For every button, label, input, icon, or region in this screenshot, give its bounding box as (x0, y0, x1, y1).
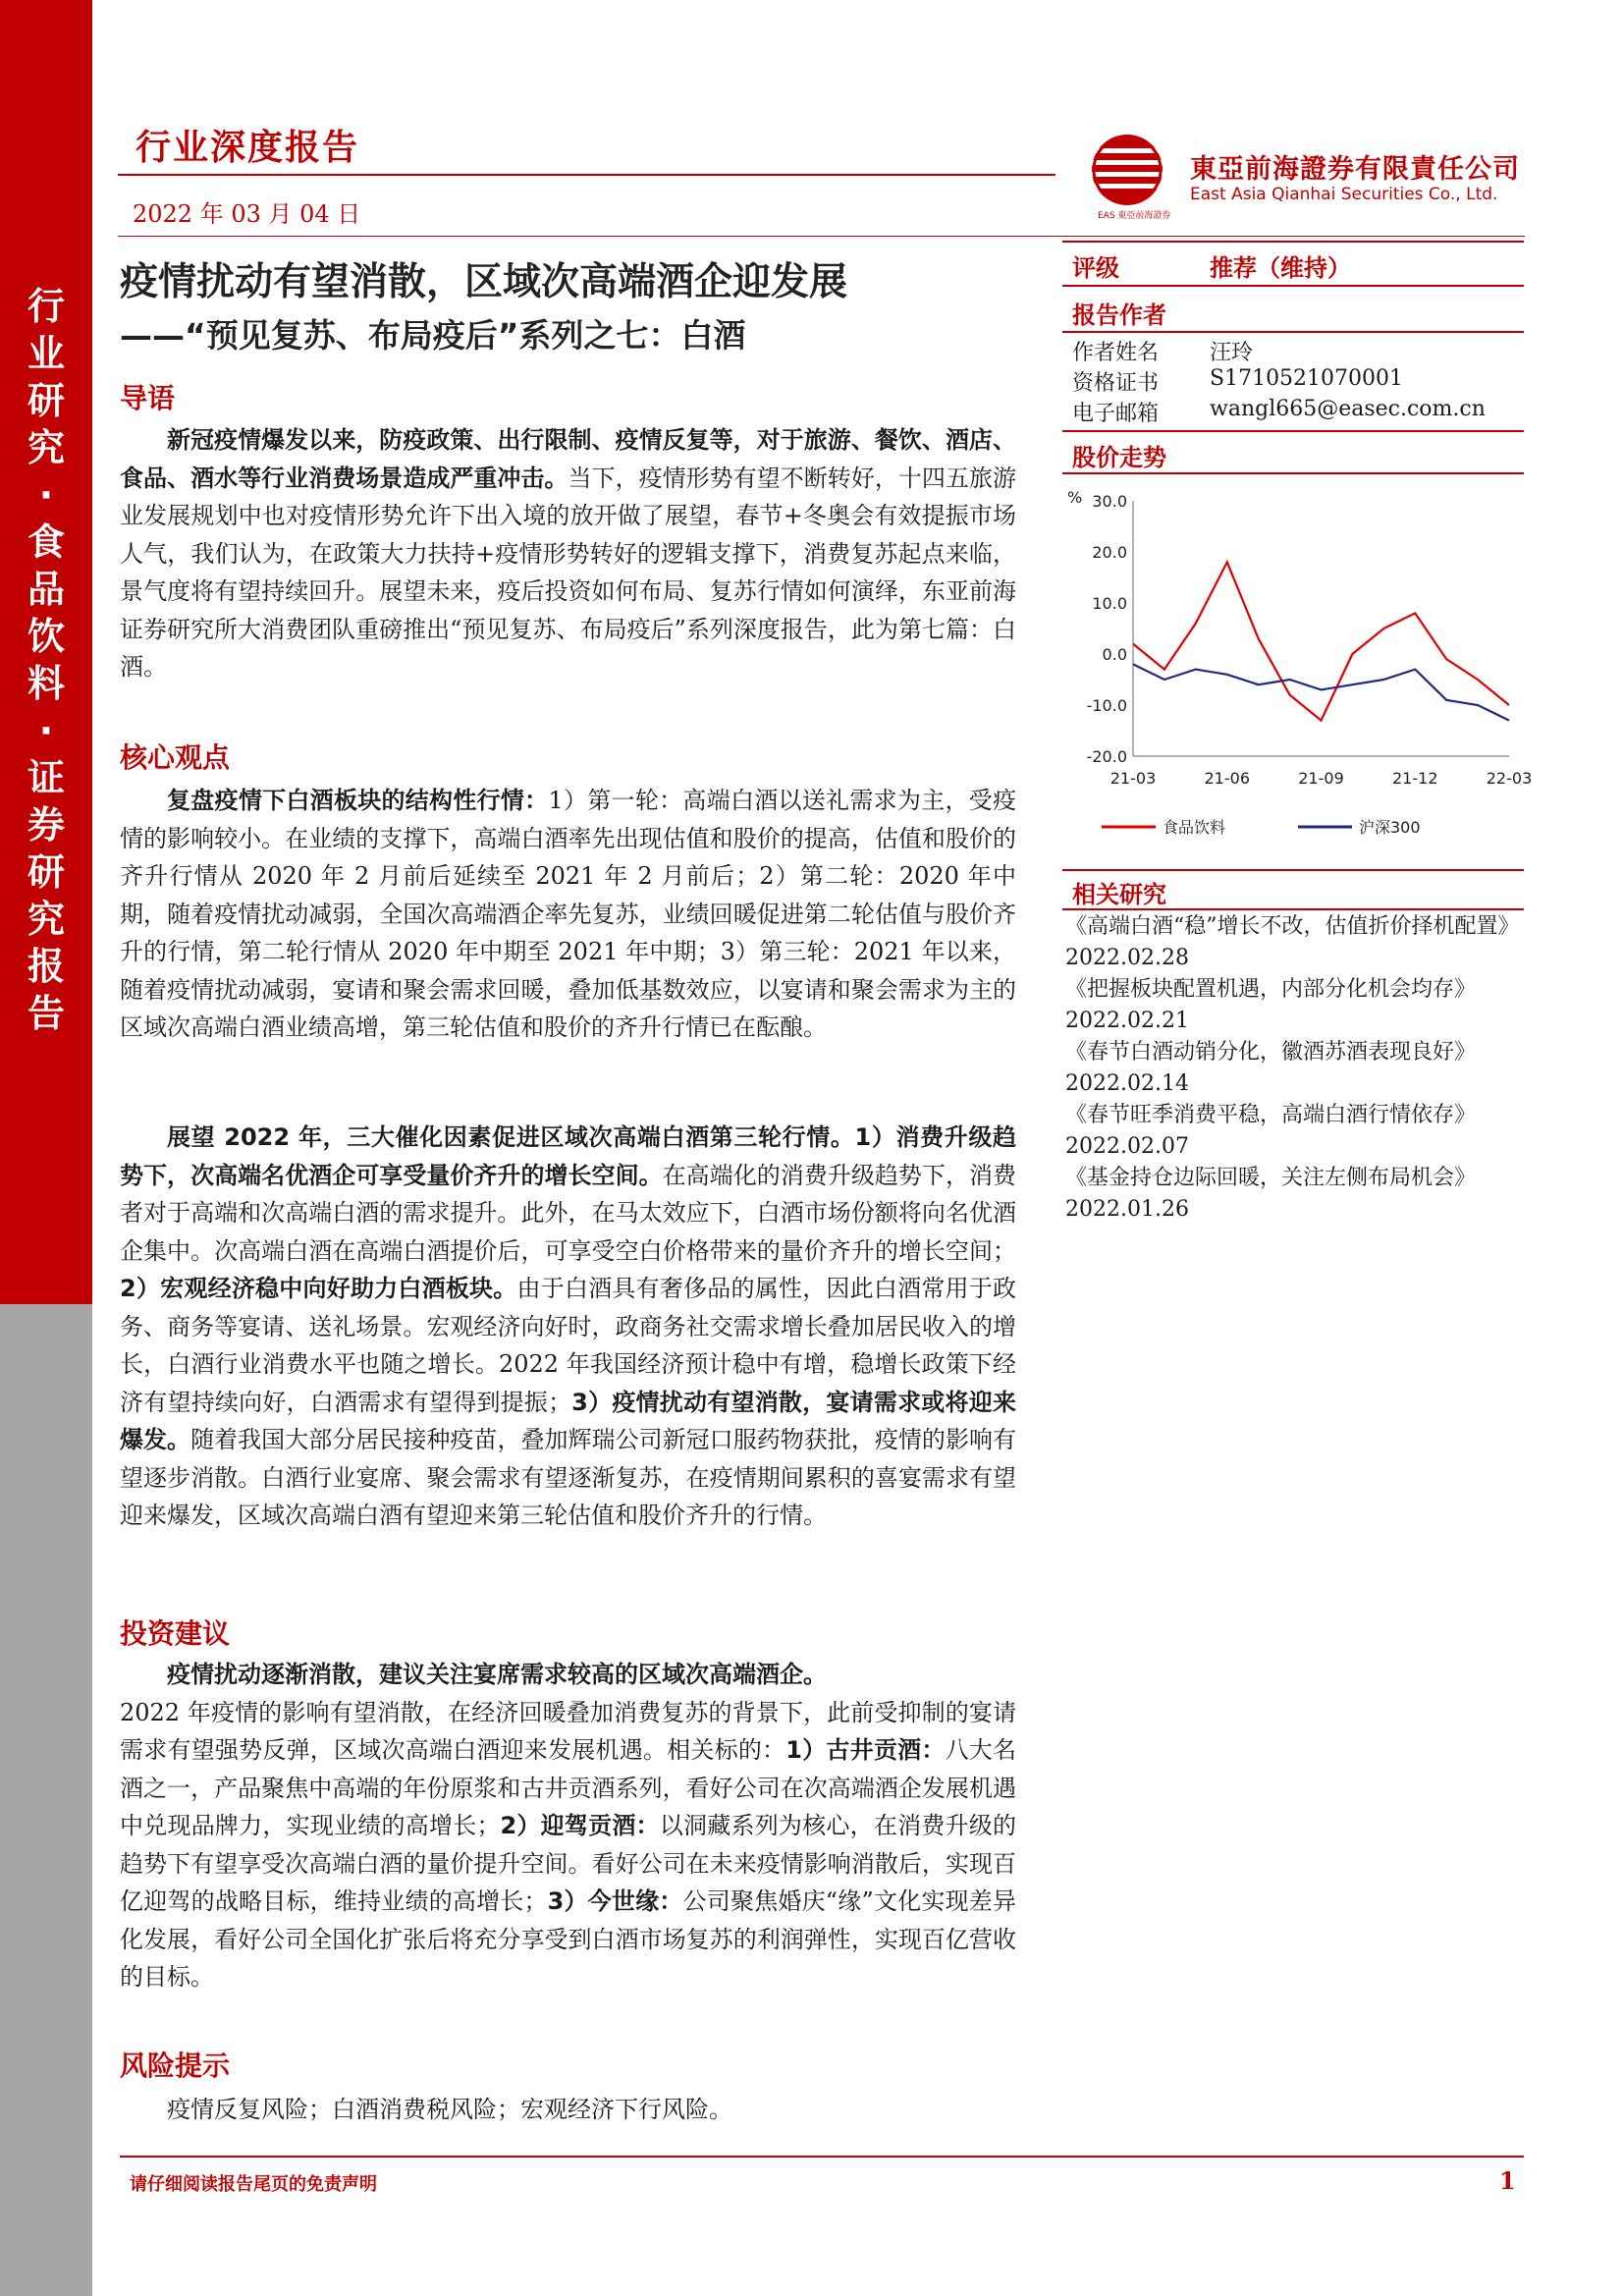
author-cert-label: 资格证书 (1072, 371, 1160, 396)
intro-bold: 新冠疫情爆发以来，防疫政策、出行限制、疫情反复等，对于旅游、餐饮、酒店、食品、酒水等行业消费场景造成严重冲击。 (120, 426, 1016, 492)
x-tick-label: 21-06 (1204, 769, 1250, 788)
invest-text4: 公司聚焦婚庆“缘”文化实现差异化发展，看好公司全国化扩张后将充分享受到白酒市场复苏的利润弹性，实现百亿营收的目标。 (120, 1887, 1017, 1991)
related-item[interactable]: 《把握板块配置机遇，内部分化机会均存》2022.02.21 (1065, 977, 1477, 1033)
core-p1-bold: 复盘疫情下白酒板块的结构性行情： (167, 787, 549, 814)
series-line-1 (1133, 664, 1509, 720)
invest-bold4: 3）今世缘： (547, 1887, 683, 1915)
author-email-link[interactable]: wangl665@easec.com.cn (1210, 397, 1486, 421)
invest-text1: 2022 年疫情的影响有望消散，在经济回暖叠加消费复苏的背景下，此前受抑制的宴请需求有望强势反弹，区域次高端白酒迎来发展机遇。相关标的： (120, 1698, 1016, 1764)
author-name-value: 汪玲 (1210, 341, 1254, 365)
x-tick-label: 22-03 (1486, 769, 1533, 788)
section-heading-intro: 导语 (120, 382, 176, 414)
core-p2-bold1: 展望 2022 年，三大催化因素促进区域次高端白酒第三轮行情。1）消费升级趋势下，次高端名优酒企可享受量价齐升的增长空间。 (120, 1123, 1016, 1189)
legend-label: 沪深300 (1359, 818, 1421, 837)
author-cert-value: S1710521070001 (1210, 366, 1404, 391)
rating-value: 推荐（维持） (1210, 254, 1351, 282)
y-tick-label: 20.0 (1092, 543, 1127, 562)
y-tick-label: 30.0 (1092, 492, 1127, 511)
author-bottom-rule (1062, 430, 1524, 432)
related-item[interactable]: 《高端白酒“稳”增长不改，估值折价择机配置》2022.02.28 (1065, 914, 1520, 970)
intro-paragraph (120, 421, 1016, 686)
chart-heading: 股价走势 (1072, 444, 1166, 471)
chart-rule (1062, 472, 1524, 474)
header-divider-bottom (118, 236, 1525, 237)
risk-text: 疫情反复风险；白酒消费税风险；宏观经济下行风险。 (167, 2096, 732, 2123)
legend-label: 食品饮料 (1163, 818, 1226, 837)
section-heading-risk: 风险提示 (120, 2050, 231, 2082)
report-date: 2022 年 03 月 04 日 (133, 200, 361, 228)
author-name-label: 作者姓名 (1072, 341, 1160, 365)
related-top-rule (1062, 869, 1524, 871)
header-divider (118, 174, 1055, 176)
page-number: 1 (1499, 2166, 1516, 2195)
core-p1-text: 1）第一轮：高端白酒以送礼需求为主，受疫情的影响较小。在业绩的支撑下，高端白酒率先出现估值和股价的提高，估值和股价的齐升行情从 2020 年 2 月前后延续至 2021 年 2 月前后；2）第二轮：2020 年中期，随着疫情扰动减弱，全国次高端酒企率先复苏，业绩回暖促进第二轮估值与股价齐升的行情，第二轮行情从 2020 年中期至 2021 年中期；3）第三轮：2021 年以来，随着疫情扰动减弱，宴请和聚会需求回暖，叠加低基数效应，以宴请和聚会需求为主的区域次高端白酒业绩高增，第三轮估值和股价的齐升行情已在酝酿。 (120, 787, 1016, 1041)
section-heading-invest: 投资建议 (120, 1617, 231, 1650)
invest-text3: 以洞藏系列为核心，在消费升级的趋势下有望享受次高端白酒的量价提升空间。看好公司在未来疫情影响消散后，实现百亿迎驾的战略目标，维持业绩的高增长； (120, 1812, 1017, 1915)
core-p2-bold3: 3）疫情扰动有望消散，宴请需求或将迎来爆发。 (120, 1388, 1017, 1453)
sidebar-label: 行业研究·食品饮料·证券研究报告 (27, 285, 65, 1035)
footer-disclaimer: 请仔细阅读报告尾页的免责声明 (130, 2174, 377, 2195)
x-tick-label: 21-03 (1109, 769, 1157, 788)
x-tick-label: 21-09 (1298, 769, 1344, 788)
invest-bold3: 2）迎驾贡酒： (500, 1812, 660, 1839)
related-list (1065, 911, 1527, 1226)
rating-bottom-rule (1062, 285, 1524, 287)
logo-caption: EAS 東亞前海證券 (1098, 211, 1171, 221)
author-email-label: 电子邮箱 (1072, 402, 1160, 426)
core-paragraph-1 (120, 782, 1016, 1047)
company-name-cn: 東亞前海證券有限責任公司 (1190, 154, 1520, 185)
invest-bold2: 1）古井贡酒： (785, 1736, 946, 1764)
company-logo-icon (1092, 135, 1163, 205)
core-paragraph-2 (120, 1119, 1016, 1535)
y-tick-label: 10.0 (1092, 594, 1127, 613)
report-title: 疫情扰动有望消散，区域次高端酒企迎发展 (120, 260, 848, 304)
related-item[interactable]: 《春节旺季消费平稳，高端白酒行情依存》2022.02.07 (1065, 1103, 1477, 1159)
section-heading-core: 核心观点 (120, 741, 231, 774)
related-item[interactable]: 《基金持仓边际回暖，关注左侧布局机会》2022.01.26 (1065, 1166, 1477, 1222)
report-category: 行业深度报告 (135, 128, 360, 168)
related-heading: 相关研究 (1072, 881, 1166, 908)
y-tick-label: -10.0 (1086, 696, 1127, 715)
y-tick-label: -20.0 (1086, 747, 1127, 766)
price-trend-chart (1062, 481, 1533, 854)
related-rule (1062, 908, 1524, 910)
core-p2-text3: 随着我国大部分居民接种疫苗，叠加辉瑞公司新冠口服药物获批，疫情的影响有望逐步消散。白酒行业宴席、聚会需求有望逐渐复苏，在疫情期间累积的喜宴需求有望迎来爆发，区域次高端白酒有望迎来第三轮估值和股价齐升的行情。 (120, 1426, 1017, 1529)
company-name-en: East Asia Qianhai Securities Co., Ltd. (1190, 185, 1498, 204)
author-heading: 报告作者 (1072, 301, 1166, 329)
core-p2-bold2: 2）宏观经济稳中向好助力白酒板块。 (120, 1275, 517, 1302)
core-p2-text1: 在高端化的消费升级趋势下，消费者对于高端和次高端白酒的需求提升。此外，在马太效应下，白酒市场份额将向名优酒企集中。次高端白酒在高端白酒提价后，可享受空白价格带来的量价齐升的增长空间； (120, 1161, 1017, 1265)
report-subtitle: ——“预见复苏、布局疫后”系列之七：白酒 (120, 316, 746, 355)
rating-top-rule (1062, 241, 1524, 243)
x-tick-label: 21-12 (1392, 769, 1438, 788)
invest-text2: 八大名酒之一，产品聚焦中高端的年份原浆和古井贡酒系列，看好公司在次高端酒企发展机遇中兑现品牌力，实现业绩的高增长； (120, 1736, 1017, 1839)
chart-y-unit: % (1067, 488, 1083, 507)
footer-rule (120, 2156, 1524, 2158)
intro-text: 当下，疫情形势有望不断转好，十四五旅游业发展规划中也对疫情形势允许下出入境的放开做了展望，春节+冬奥会有效提振市场人气，我们认为，在政策大力扶持+疫情形势转好的逻辑支撑下，消费复苏起点来临，景气度将有望持续回升。展望未来，疫后投资如何布局、复苏行情如何演绎，东亚前海证券研究所大消费团队重磅推出“预见复苏、布局疫后”系列深度报告，此为第七篇：白酒。 (120, 464, 1017, 681)
invest-bold1: 疫情扰动逐渐消散，建议关注宴席需求较高的区域次高端酒企。 (167, 1661, 827, 1688)
risk-paragraph (120, 2091, 1016, 2129)
rating-label: 评级 (1072, 254, 1119, 282)
core-p2-text2: 由于白酒具有奢侈品的属性，因此白酒常用于政务、商务等宴请、送礼场景。宏观经济向好时，政商务社交需求增长叠加居民收入的增长，白酒行业消费水平也随之增长。2022 年我国经济预计稳中有增，稳增长政策下经济有望持续向好，白酒需求有望得到提振； (120, 1275, 1016, 1416)
related-item[interactable]: 《春节白酒动销分化，徽酒苏酒表现良好》2022.02.14 (1065, 1040, 1477, 1096)
y-tick-label: 0.0 (1102, 645, 1127, 664)
author-rule (1062, 331, 1524, 333)
invest-paragraph (120, 1656, 1016, 1996)
series-line-0 (1133, 562, 1509, 720)
